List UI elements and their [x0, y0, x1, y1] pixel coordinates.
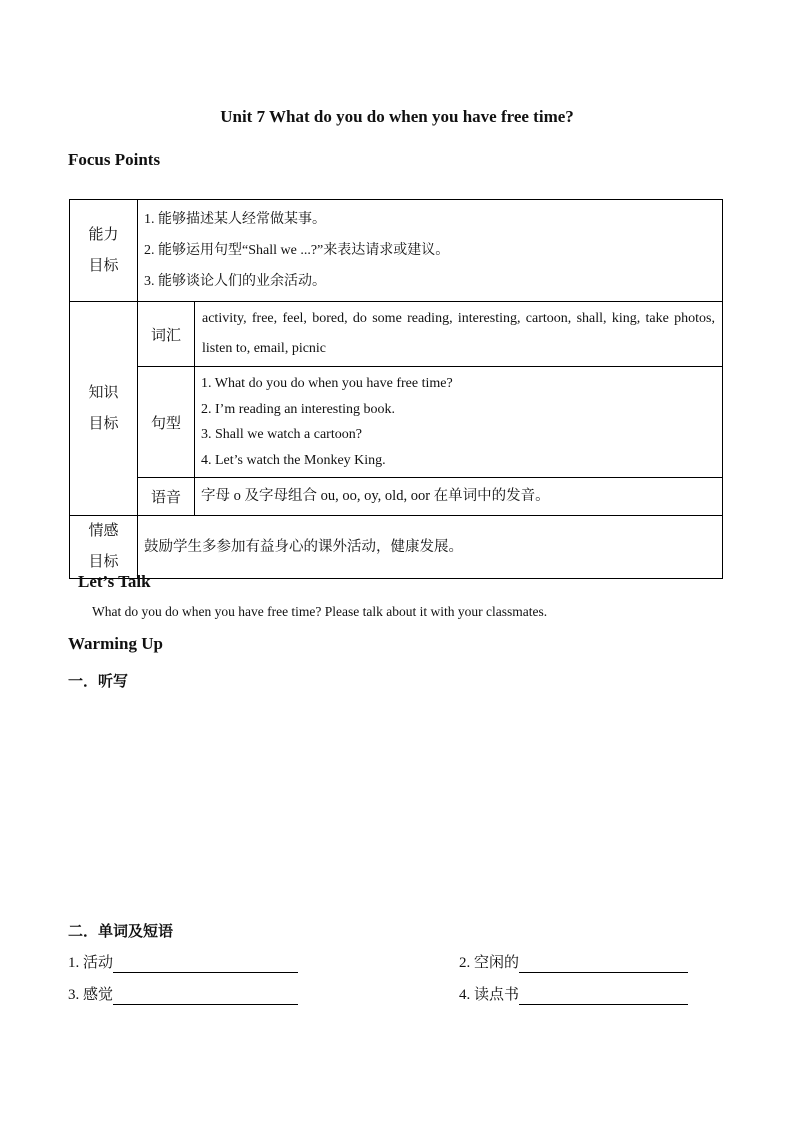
emotion-text: 鼓励学生多参加有益身心的课外活动，健康发展。 — [144, 538, 463, 555]
emotion-content — [138, 516, 723, 579]
focus-points-table — [69, 199, 723, 579]
emotion-label-2: 目标 — [88, 554, 119, 570]
knowledge-label-2: 目标 — [88, 415, 119, 432]
ability-label-cell — [70, 200, 138, 302]
sentence-item: 3. Shall we watch a cartoon? — [201, 427, 362, 442]
vocab-exercise-item — [459, 983, 688, 1005]
ability-item: 3. 能够谈论人们的业余活动。 — [144, 274, 326, 289]
phonics-text: 字母 o 及字母组合 ou, oo, oy, old, oor 在单词中的发音。 — [201, 488, 550, 504]
section-vocab-heading: 二．单词及短语 — [68, 924, 174, 940]
item-word: 空闲的 — [474, 955, 520, 971]
phonics-label: 语音 — [138, 478, 195, 516]
item-word: 活动 — [83, 955, 114, 971]
knowledge-label-cell — [70, 302, 138, 516]
item-number: 4. — [459, 987, 471, 1003]
answer-blank[interactable] — [519, 987, 688, 1005]
sentence-label: 句型 — [138, 367, 195, 478]
emotion-label-1: 情感 — [88, 523, 119, 539]
item-word: 读点书 — [474, 987, 520, 1003]
lets-talk-heading: Let’s Talk — [78, 572, 151, 591]
item-number: 2. — [459, 955, 471, 971]
sentence-content — [195, 367, 723, 478]
vocab-content — [195, 302, 723, 367]
ability-content — [138, 200, 723, 302]
focus-points-heading: Focus Points — [68, 150, 161, 169]
sentence-item: 4. Let’s watch the Monkey King. — [201, 452, 386, 468]
answer-blank[interactable] — [113, 987, 298, 1005]
lets-talk-prompt: What do you do when you have free time? Please talk about it with your classmates. — [92, 604, 548, 619]
phonics-content — [195, 478, 723, 516]
answer-blank[interactable] — [113, 955, 298, 973]
vocab-exercise-item — [68, 983, 298, 1005]
item-number: 1. — [68, 955, 80, 971]
sentence-item: 2. I’m reading an interesting book. — [201, 401, 396, 417]
vocab-text: activity, free, feel, bored, do some reading, interesting, cartoon, shall, king, take photos, listen to, email, picnic — [202, 311, 715, 356]
sentence-item: 1. What do you do when you have free time? — [201, 376, 453, 391]
page-title: Unit 7 What do you do when you have free time? — [220, 107, 574, 126]
ability-item: 2. 能够运用句型“Shall we ...?”来表达请求或建议。 — [144, 243, 450, 258]
ability-item: 1. 能够描述某人经常做某事。 — [144, 212, 326, 227]
section-dictation-heading: 一．听写 — [68, 674, 129, 690]
vocab-exercise-item — [459, 951, 688, 973]
ability-label-1: 能力 — [88, 226, 119, 243]
warming-up-heading: Warming Up — [68, 634, 163, 653]
item-word: 感觉 — [83, 987, 114, 1003]
emotion-label-cell — [70, 516, 138, 579]
item-number: 3. — [68, 987, 80, 1003]
vocab-label: 词汇 — [138, 302, 195, 367]
vocab-exercise-item — [68, 951, 298, 973]
knowledge-label-1: 知识 — [88, 384, 119, 401]
ability-label-2: 目标 — [88, 257, 119, 274]
answer-blank[interactable] — [519, 955, 688, 973]
